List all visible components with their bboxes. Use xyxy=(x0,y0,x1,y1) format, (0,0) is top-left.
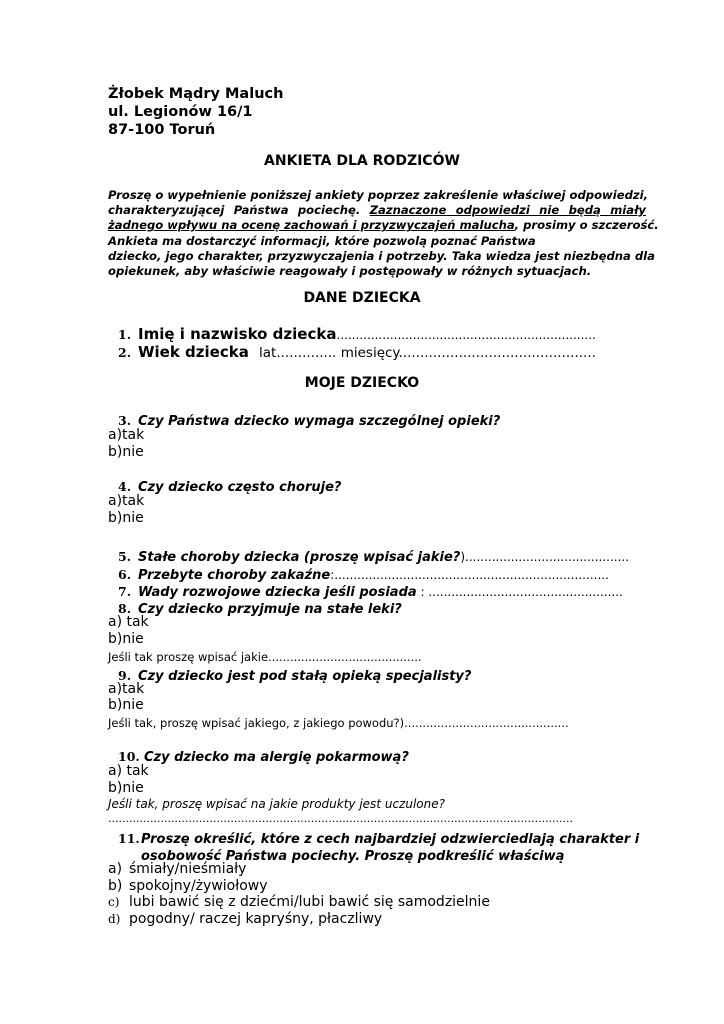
question-text: Proszę określić, które z cech najbardziej odzwierciedlają charakter i xyxy=(141,832,640,847)
question-text: Stałe choroby dziecka (proszę wpisać jakie? xyxy=(138,550,461,565)
question-4 xyxy=(118,476,341,495)
answer-blank[interactable]: Jeśli tak, proszę wpisać jakiego, z jakiego powodu?)............................................. xyxy=(108,716,569,730)
question-1 xyxy=(118,324,596,343)
question-3 xyxy=(118,410,500,429)
question-10 xyxy=(118,746,409,765)
option-a[interactable]: a) tak xyxy=(108,763,149,779)
question-number: 3. xyxy=(118,413,132,428)
option-text: śmiały/nieśmiały xyxy=(129,861,247,877)
question-label: Imię i nazwisko dziecka xyxy=(138,325,337,343)
option-c[interactable] xyxy=(108,894,490,910)
option-letter: d) xyxy=(108,912,121,926)
question-number: 9. xyxy=(118,668,132,683)
nursery-name: Żłobek Mądry Maluch xyxy=(108,86,284,102)
answer-blank[interactable]: ..................................................................................................................................... xyxy=(108,812,574,825)
question-number: 1. xyxy=(118,327,132,342)
answer-blank[interactable]: :........................................................................ xyxy=(330,568,609,582)
option-letter: a) xyxy=(108,861,123,877)
option-b[interactable]: b)nie xyxy=(108,444,144,460)
option-b[interactable]: b)nie xyxy=(108,780,144,796)
question-text: Czy Państwa dziecko wymaga szczególnej opieki? xyxy=(138,414,501,429)
section-child-data: DANE DZIECKA xyxy=(303,290,421,306)
option-b[interactable]: b)nie xyxy=(108,510,144,526)
option-b[interactable]: b)nie xyxy=(108,631,144,647)
question-note: Jeśli tak, proszę wpisać na jakie produkty jest uczulone? xyxy=(108,797,445,811)
option-letter: b) xyxy=(108,878,123,894)
intro-paragraph xyxy=(108,188,659,279)
question-number: 2. xyxy=(118,345,132,360)
intro-line-1: Proszę o wypełnienie poniższej ankiety poprzez zakreślenie właściwej odpowiedzi, xyxy=(108,188,649,202)
intro-line-6: opiekunek, aby właściwie reagowały i postępowały w różnych sytuacjach. xyxy=(108,264,592,279)
question-8 xyxy=(118,598,402,617)
question-5 xyxy=(118,546,629,565)
question-number: 7. xyxy=(118,584,132,599)
question-text: Czy dziecko ma alergię pokarmową? xyxy=(144,750,409,765)
option-a[interactable] xyxy=(108,861,246,877)
option-d[interactable] xyxy=(108,911,382,927)
question-number: 4. xyxy=(118,479,132,494)
answer-blank[interactable]: lat.............. miesięcy.............................................. xyxy=(259,345,596,361)
intro-line-2: charakteryzującej Państwa pociechę. Zaznaczone odpowiedzi nie będą miały xyxy=(108,203,646,218)
answer-blank[interactable]: )........................................... xyxy=(460,550,630,564)
intro-line-3: żadnego wpływu na ocenę zachowań i przyzwyczajeń malucha, prosimy o szczerość. xyxy=(108,218,659,233)
question-text: Czy dziecko jest pod stałą opieką specjalisty? xyxy=(138,669,472,684)
option-a[interactable]: a) tak xyxy=(108,614,149,630)
option-b[interactable] xyxy=(108,878,268,894)
question-text: Przebyte choroby zakaźne xyxy=(138,568,331,583)
nursery-street: ul. Legionów 16/1 xyxy=(108,104,253,120)
option-a[interactable]: a)tak xyxy=(108,493,145,509)
question-number: 5. xyxy=(118,549,132,564)
question-text: Wady rozwojowe dziecka jeśli posiada xyxy=(138,585,417,600)
option-b[interactable]: b)nie xyxy=(108,697,144,713)
intro-line-5: dziecko, jego charakter, przyzwyczajenia i potrzeby. Taka wiedza jest niezbędna dla xyxy=(108,248,655,263)
section-my-child: MOJE DZIECKO xyxy=(304,375,420,391)
question-number: 11. xyxy=(118,831,140,846)
option-letter: c) xyxy=(108,895,120,909)
option-text: spokojny/żywiołowy xyxy=(129,878,268,894)
answer-blank[interactable]: Jeśli tak proszę wpisać jakie.......................................... xyxy=(108,650,422,664)
question-text: Czy dziecko często choruje? xyxy=(138,480,342,495)
answer-blank[interactable]: .................................................................... xyxy=(336,328,596,342)
option-a[interactable]: a)tak xyxy=(108,681,145,697)
option-text: pogodny/ raczej kapryśny, płaczliwy xyxy=(129,911,383,927)
option-a[interactable]: a)tak xyxy=(108,427,145,443)
survey-title: ANKIETA DLA RODZICÓW xyxy=(264,153,460,169)
option-text: lubi bawić się z dziećmi/lubi bawić się samodzielnie xyxy=(129,894,490,910)
question-text: Czy dziecko przyjmuje na stałe leki? xyxy=(138,602,402,617)
question-9 xyxy=(118,665,471,684)
question-label: Wiek dziecka xyxy=(138,343,249,361)
question-number: 6. xyxy=(118,567,132,582)
question-2 xyxy=(118,342,596,361)
nursery-city: 87-100 Toruń xyxy=(108,122,216,138)
intro-line-4: Ankieta ma dostarczyć informacji, które pozwolą poznać Państwa xyxy=(108,233,536,248)
question-number: 8. xyxy=(118,601,132,616)
question-text: osobowość Państwa pociechy. Proszę podkreślić właściwą xyxy=(141,849,565,864)
answer-blank[interactable]: : ................................................... xyxy=(416,585,623,599)
question-number: 10. xyxy=(118,749,140,764)
